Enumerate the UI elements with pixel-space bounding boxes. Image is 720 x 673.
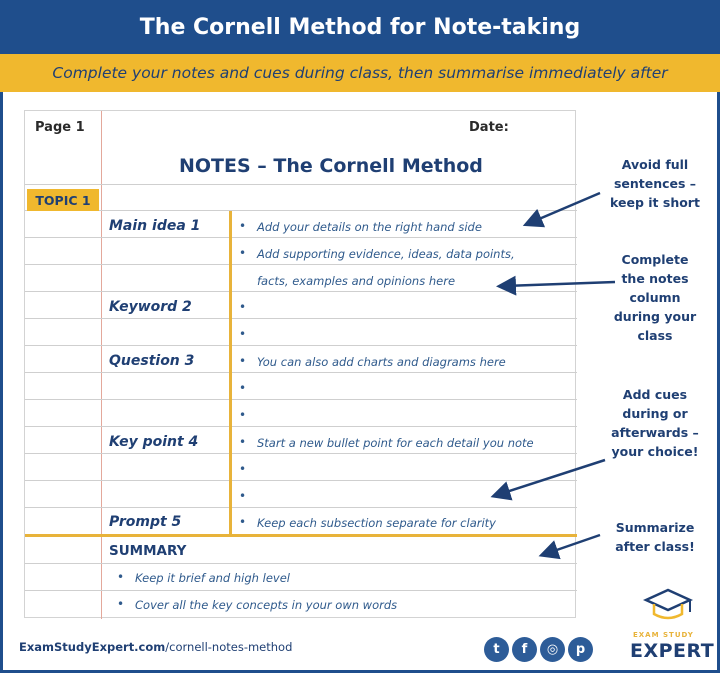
bullet: •	[239, 408, 247, 422]
cue-keyword: Keyword 2	[109, 299, 192, 315]
bullet: •	[117, 597, 125, 611]
bullet: •	[239, 462, 247, 476]
twitter-icon[interactable]: t	[484, 637, 509, 662]
graduation-cap-icon	[646, 590, 690, 618]
cue-prompt: Prompt 5	[109, 514, 182, 530]
banner-text: Complete your notes and cues during class, then summarise immediately after	[52, 64, 668, 82]
footer-url[interactable]: ExamStudyExpert.com/cornell-notes-method	[19, 640, 293, 654]
note-text: facts, examples and opinions here	[257, 274, 456, 288]
cue-main-idea: Main idea 1	[109, 218, 201, 234]
arrow-keep-short	[532, 193, 600, 222]
annotation-notes-column: Complete the notes column during your class	[613, 252, 697, 343]
annotation-summarize: Summarize after class!	[615, 520, 695, 554]
bullet: •	[239, 219, 247, 233]
facebook-icon[interactable]: f	[512, 637, 537, 662]
bullet: •	[239, 381, 247, 395]
cue-key-point: Key point 4	[109, 434, 199, 450]
logo-subtitle: EXAM STUDY	[633, 631, 694, 639]
bullet: •	[239, 300, 247, 314]
note-text: Add your details on the right hand side	[257, 220, 482, 234]
arrow-cues	[500, 460, 605, 494]
date-label: Date:	[469, 120, 509, 135]
note-text: Add supporting evidence, ideas, data points,	[257, 247, 515, 261]
sheet-title: NOTES – The Cornell Method	[179, 155, 483, 177]
arrow-notes-column	[506, 282, 615, 286]
bullet: •	[239, 515, 247, 529]
bullet: •	[239, 354, 247, 368]
bullet: •	[239, 246, 247, 260]
page-number: Page 1	[35, 120, 85, 135]
note-text: Keep each subsection separate for clarity	[257, 516, 496, 530]
bullet: •	[239, 327, 247, 341]
annotation-cues: Add cues during or afterwards – your choice!	[611, 387, 699, 459]
summary-heading: SUMMARY	[109, 543, 187, 559]
instagram-icon[interactable]: ◎	[540, 637, 565, 662]
topic-label: TOPIC 1	[27, 189, 99, 211]
annotation-keep-short: Avoid full sentences – keep it short	[610, 157, 700, 210]
note-text: You can also add charts and diagrams here	[257, 355, 506, 369]
bullet: •	[239, 435, 247, 449]
bullet: •	[117, 570, 125, 584]
cue-question: Question 3	[109, 353, 195, 369]
page-title: The Cornell Method for Note-taking	[139, 14, 581, 40]
pinterest-icon[interactable]: p	[568, 637, 593, 662]
note-text: Start a new bullet point for each detail you note	[257, 436, 534, 450]
arrow-summarize	[548, 535, 600, 553]
summary-note: Cover all the key concepts in your own words	[135, 598, 398, 612]
bullet: •	[239, 489, 247, 503]
summary-note: Keep it brief and high level	[135, 571, 290, 585]
logo-wordmark: EXPERT	[630, 640, 715, 662]
